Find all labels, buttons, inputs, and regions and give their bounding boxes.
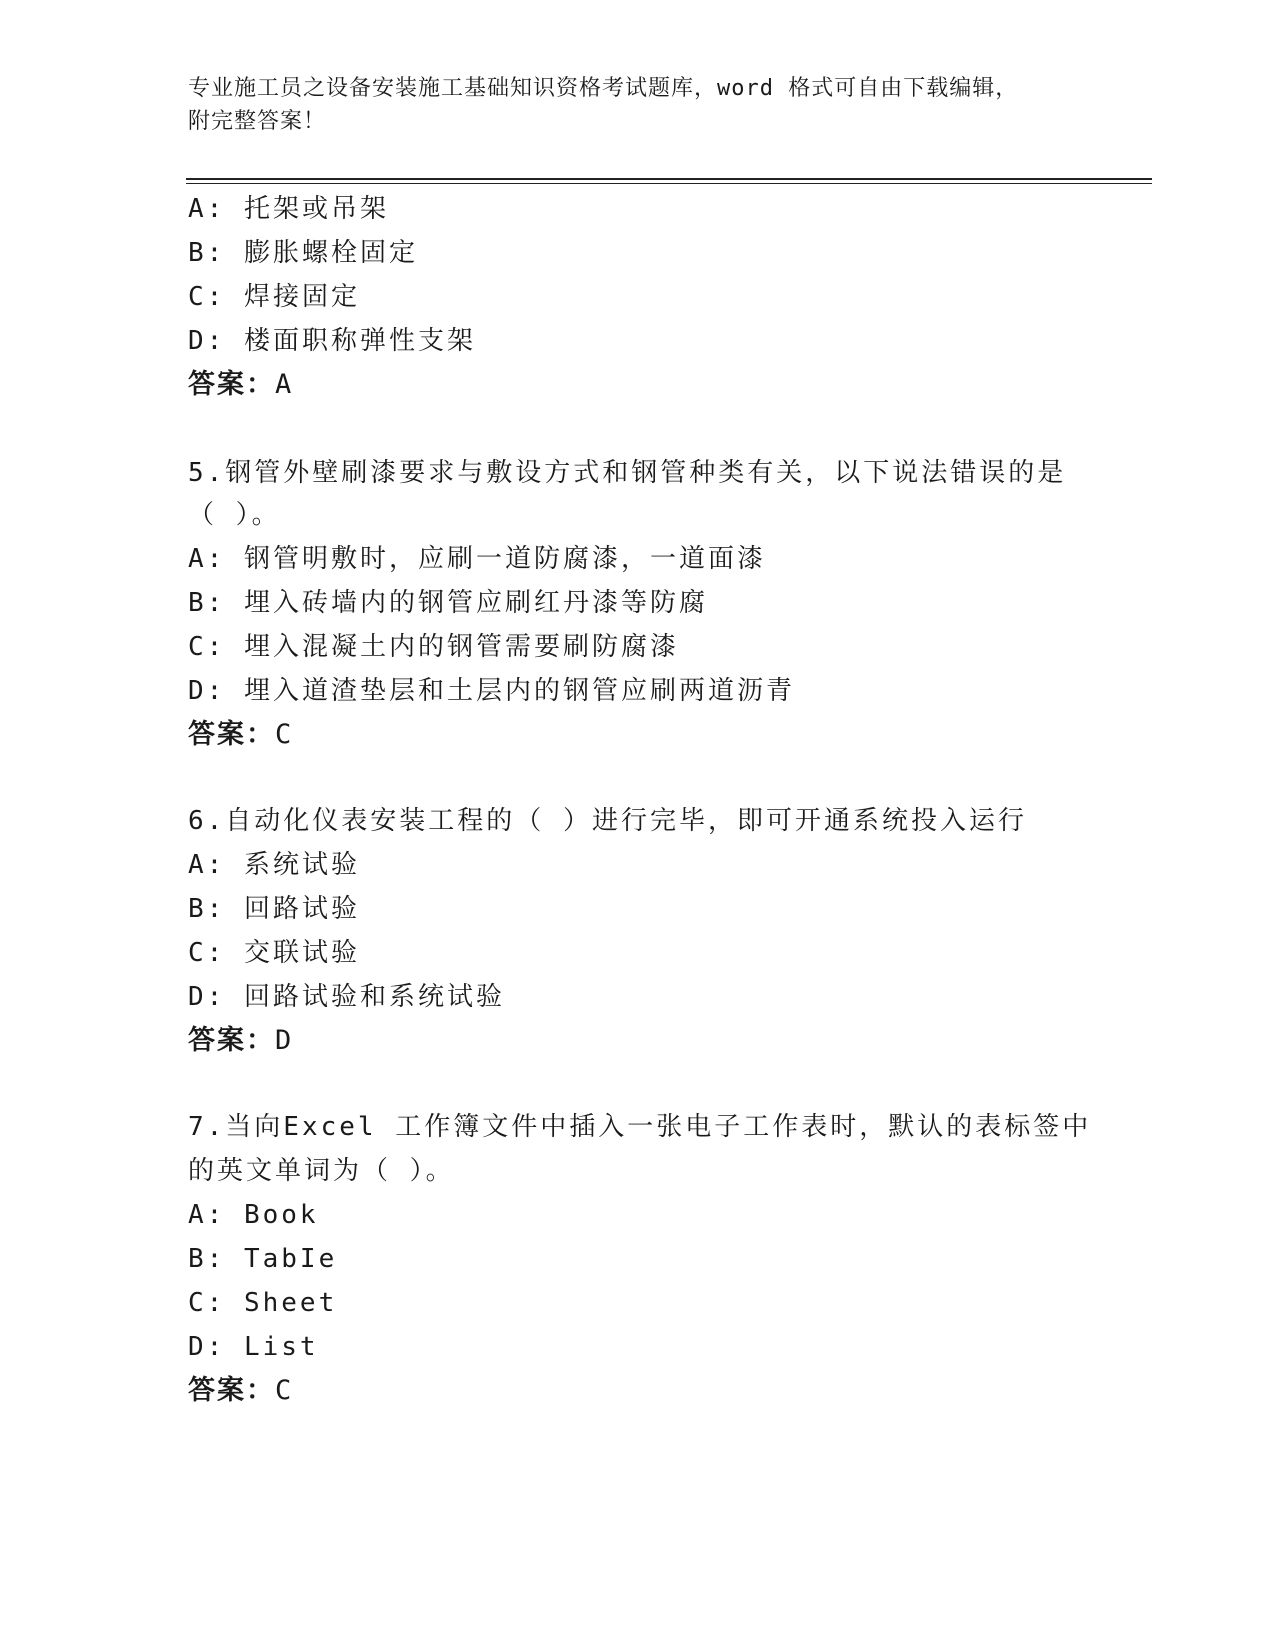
q4-option-b: B: 膨胀螺栓固定 bbox=[188, 238, 418, 268]
q5-option-b: B: 埋入砖墙内的钢管应刷红丹漆等防腐 bbox=[188, 588, 708, 618]
q7-option-a: A: Book bbox=[188, 1200, 319, 1230]
q7-answer bbox=[188, 1374, 293, 1408]
q4-option-d: D: 楼面职称弹性支架 bbox=[188, 326, 476, 356]
q6-answer bbox=[188, 1024, 293, 1058]
q4-answer-label: 答案： bbox=[188, 369, 275, 400]
q5-option-c: C: 埋入混凝土内的钢管需要刷防腐漆 bbox=[188, 632, 679, 662]
q4-option-a: A: 托架或吊架 bbox=[188, 194, 389, 224]
q5-option-a: A: 钢管明敷时，应刷一道防腐漆，一道面漆 bbox=[188, 544, 766, 574]
q7-answer-label: 答案： bbox=[188, 1375, 275, 1406]
q7-option-b: B: TabIe bbox=[188, 1244, 338, 1274]
q6-option-b: B: 回路试验 bbox=[188, 894, 360, 924]
q7-option-c: C: Sheet bbox=[188, 1288, 338, 1318]
document-header bbox=[188, 72, 1088, 138]
q6-stem-line-1: 6.自动化仪表安装工程的（ ）进行完毕，即可开通系统投入运行 bbox=[188, 806, 1027, 836]
q7-stem-line-1: 7.当向Excel 工作簿文件中插入一张电子工作表时，默认的表标签中 bbox=[188, 1112, 1092, 1142]
q6-option-c: C: 交联试验 bbox=[188, 938, 360, 968]
q6-answer-value: D bbox=[275, 1025, 294, 1056]
q5-stem-line-1: 5.钢管外壁刷漆要求与敷设方式和钢管种类有关，以下说法错误的是 bbox=[188, 458, 1067, 488]
q7-option-d: D: List bbox=[188, 1332, 319, 1362]
header-line-1: 专业施工员之设备安装施工基础知识资格考试题库，word 格式可自由下载编辑， bbox=[188, 76, 1019, 101]
q4-answer-value: A bbox=[275, 369, 294, 400]
q7-stem-line-2: 的英文单词为（ ）。 bbox=[188, 1156, 455, 1186]
header-divider-thin bbox=[186, 183, 1152, 184]
q6-answer-label: 答案： bbox=[188, 1025, 275, 1056]
q5-option-d: D: 埋入道渣垫层和土层内的钢管应刷两道沥青 bbox=[188, 676, 795, 706]
header-line-2: 附完整答案！ bbox=[188, 109, 327, 134]
header-divider-thick bbox=[186, 178, 1152, 180]
q4-answer bbox=[188, 368, 293, 402]
q4-option-c: C: 焊接固定 bbox=[188, 282, 360, 312]
q5-stem-line-2: （ ）。 bbox=[188, 500, 281, 530]
q6-option-d: D: 回路试验和系统试验 bbox=[188, 982, 505, 1012]
q5-answer-value: C bbox=[275, 719, 294, 750]
q6-option-a: A: 系统试验 bbox=[188, 850, 360, 880]
q5-answer bbox=[188, 718, 293, 752]
q5-answer-label: 答案： bbox=[188, 719, 275, 750]
q7-answer-value: C bbox=[275, 1375, 294, 1406]
